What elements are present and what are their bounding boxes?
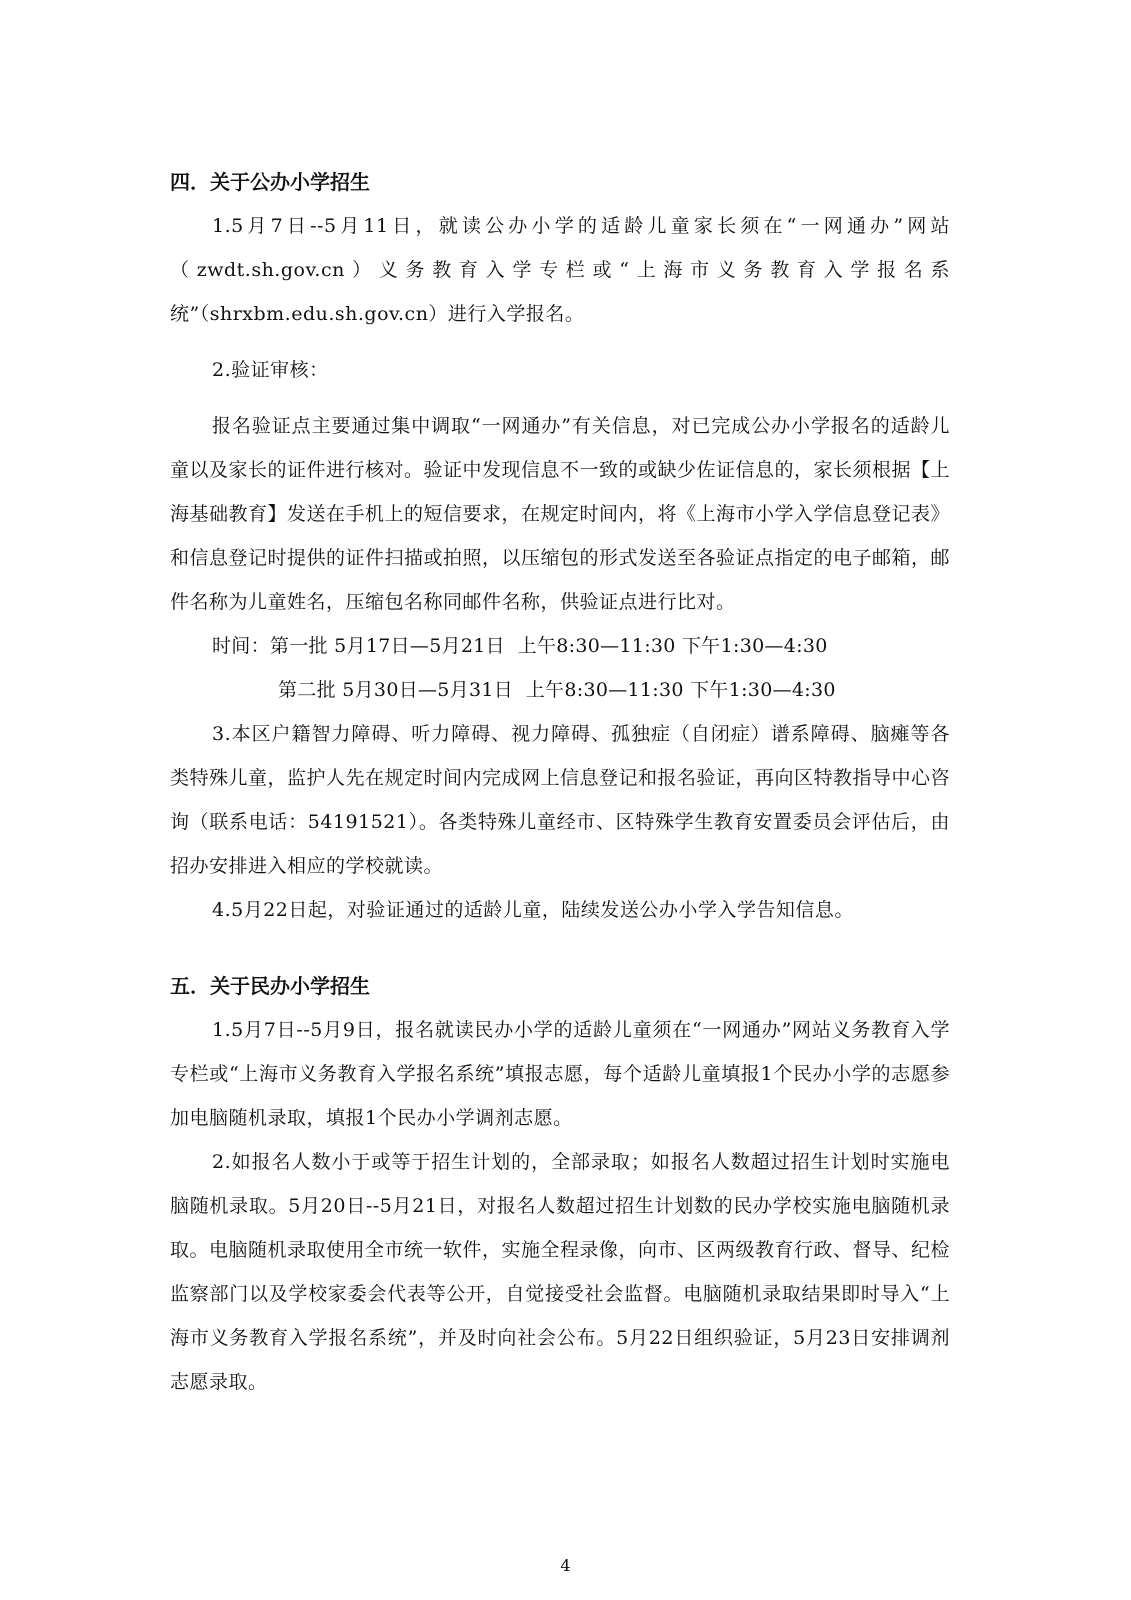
section-heading-private-primary: 五．关于民办小学招生 <box>170 974 370 998</box>
document-body <box>170 160 950 1404</box>
schedule-batch-two: 第二批 5月30日—5月31日 上午8:30—11:30 下午1:30—4:30 <box>278 679 836 701</box>
paragraph-verification-title: 2.验证审核： <box>212 359 329 381</box>
paragraph-special-children: 3.本区户籍智力障碍、听力障碍、视力障碍、孤独症（自闭症）谱系障碍、脑瘫等各类特殊儿童，监护人先在规定时间内完成网上信息登记和报名验证，再向区特教指导中心咨询（联系电话：54191521）。各类特殊儿童经市、区特殊学生教育安置委员会评估后，由招办安排进入相应的学校就读。 <box>170 723 951 877</box>
paragraph-admission-notice: 4.5月22日起，对验证通过的适龄儿童，陆续发送公办小学入学告知信息。 <box>212 899 854 921</box>
schedule-batch-one: 时间：第一批 5月17日—5月21日 上午8:30—11:30 下午1:30—4:30 <box>212 635 828 657</box>
page-number: 4 <box>560 1556 571 1575</box>
paragraph-random-admission: 2.如报名人数小于或等于招生计划的，全部录取；如报名人数超过招生计划时实施电脑随机录取。5月20日--5月21日，对报名人数超过招生计划数的民办学校实施电脑随机录取。电脑随机录取使用全市统一软件，实施全程录像，向市、区两级教育行政、督导、纪检监察部门以及学校家委会代表等公开，自觉接受社会监督。电脑随机录取结果即时导入“上海市义务教育入学报名系统”，并及时向社会公布。5月22日组织验证，5月23日安排调剂志愿录取。 <box>170 1151 951 1393</box>
paragraph-verification-details: 报名验证点主要通过集中调取“一网通办”有关信息，对已完成公办小学报名的适龄儿童以及家长的证件进行核对。验证中发现信息不一致的或缺少佐证信息的，家长须根据【上海基础教育】发送在手机上的短信要求，在规定时间内，将《上海市小学入学信息登记表》和信息登记时提供的证件扫描或拍照，以压缩包的形式发送至各验证点指定的电子邮箱，邮件名称为儿童姓名，压缩包名称同邮件名称，供验证点进行比对。 <box>170 415 951 613</box>
paragraph-registration-dates: 1.5月7日--5月11日，就读公办小学的适龄儿童家长须在“一网通办”网站（zwdt.sh.gov.cn）义务教育入学专栏或“上海市义务教育入学报名系统”（shrxbm.edu.sh.gov.cn）进行入学报名。 <box>170 215 950 325</box>
section-heading-public-primary: 四．关于公办小学招生 <box>170 170 370 194</box>
paragraph-private-registration: 1.5月7日--5月9日，报名就读民办小学的适龄儿童须在“一网通办”网站义务教育入学专栏或“上海市义务教育入学报名系统”填报志愿，每个适龄儿童填报1个民办小学的志愿参加电脑随机录取，填报1个民办小学调剂志愿。 <box>170 1019 950 1129</box>
